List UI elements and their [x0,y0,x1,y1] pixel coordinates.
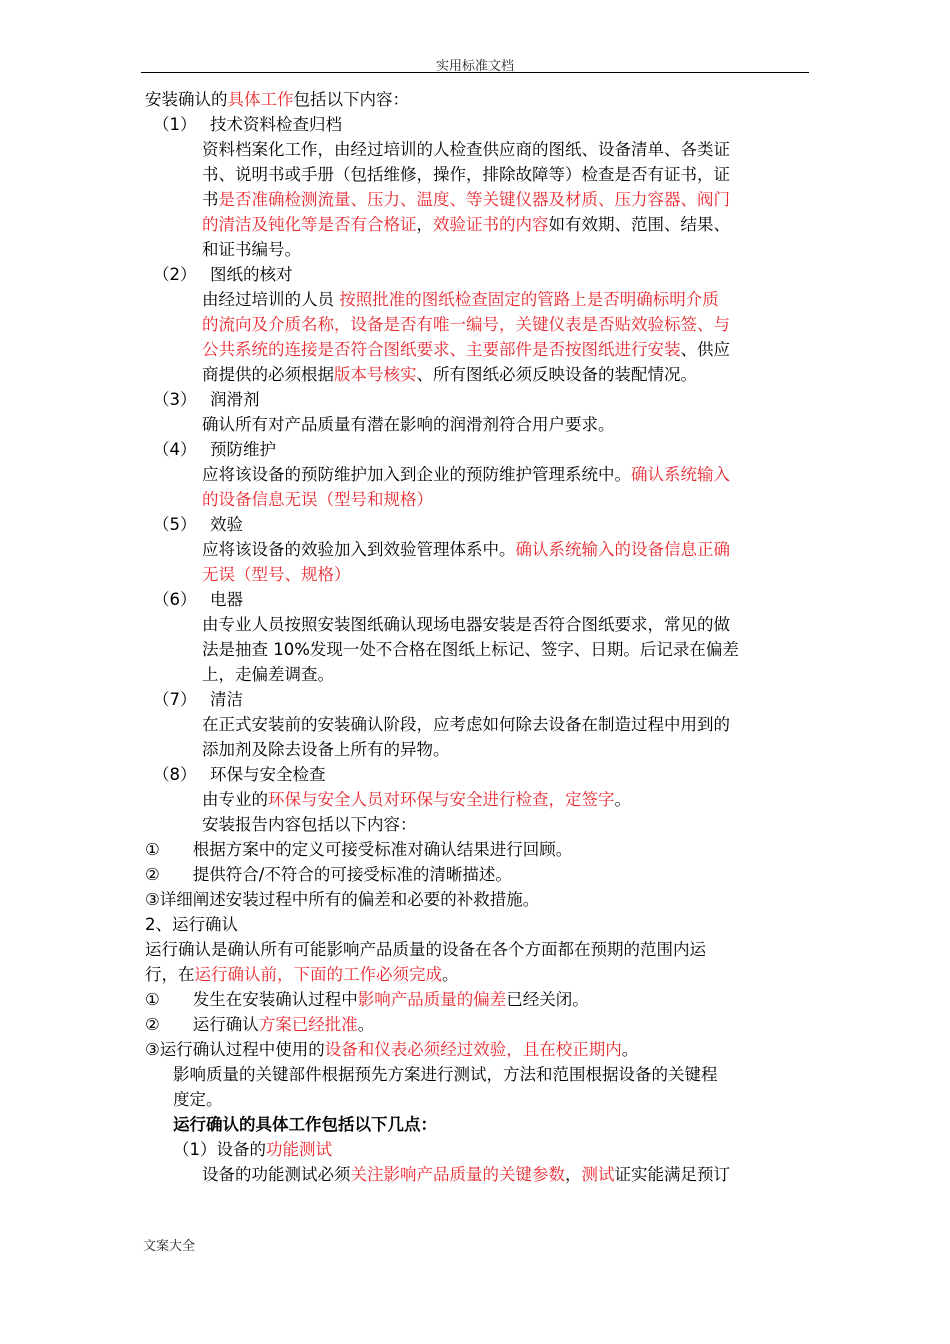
text-line [145,1040,638,1060]
text-run: （6） 电器 [153,590,243,609]
text-line [202,340,730,360]
text-run: 。 [442,965,459,984]
text-run: 运行确认是确认所有可能影响产品质量的设备在各个方面都在预期的范围内运 [145,940,706,959]
text-run: 、所有图纸必须反映设备的装配情况。 [416,365,697,384]
highlighted-text: 设备和仪表必须经过效验，且在校正期内 [324,1040,622,1059]
text-run: 影响质量的关键部件根据预先方案进行测试，方法和范围根据设备的关键程 [173,1065,718,1084]
text-line [153,440,276,460]
text-run: 如有效期、范围、结果、 [548,215,730,234]
text-line [202,490,433,510]
text-run: 设备的功能测试必须 [202,1165,351,1184]
text-line [202,1165,730,1185]
text-line [153,590,243,610]
highlighted-text: 版本号核实 [334,365,417,384]
text-run: 上，走偏差调查。 [202,665,334,684]
text-line [202,165,730,185]
text-line [202,315,730,335]
highlighted-text: 效验证书的内容 [433,215,549,234]
page-header: 实用标准文档 [435,59,514,74]
text-run: ， [416,215,433,234]
text-line [202,815,417,835]
text-line [202,190,730,210]
text-run: ① 发生在安装确认过程中 [145,990,358,1009]
highlighted-text: 方案已经批准 [258,1015,358,1034]
text-line [173,1115,437,1135]
highlighted-text: 具体工作 [227,90,294,109]
text-line [145,90,409,110]
highlighted-text: 功能测试 [266,1140,332,1159]
text-line [202,365,697,385]
highlighted-text: 关注影响产品质量的关键参数 [350,1165,565,1184]
text-line [202,140,730,160]
text-run: 已经关闭。 [506,990,589,1009]
text-run: ③详细阐述安装过程中所有的偏差和必要的补救措施。 [145,890,540,909]
text-run: 应将该设备的预防维护加入到企业的预防维护管理系统中。 [202,465,631,484]
text-run: ③运行确认过程中使用的 [145,1040,325,1059]
text-run: 由专业人员按照安装图纸确认现场电器安装是否符合图纸要求，常见的做 [202,615,730,634]
text-run: 法是抽查 10%发现一处不合格在图纸上标记、签字、日期。后记录在偏差 [202,640,739,659]
text-run: 。 [357,1015,375,1034]
text-line [145,1015,374,1035]
text-run: 书 [202,190,219,209]
text-run: ① 根据方案中的定义可接受标准对确认结果进行回顾。 [145,840,573,859]
text-run: 。 [614,790,631,809]
text-line [173,1090,223,1110]
text-line [145,890,539,910]
text-run: ② 运行确认 [145,1015,259,1034]
text-line [145,990,589,1010]
text-run: （3） 润滑剂 [153,390,260,409]
text-run: （2） 图纸的核对 [153,265,293,284]
text-run: 和证书编号。 [202,240,301,259]
text-run: （4） 预防维护 [153,440,276,459]
text-line [153,115,342,135]
text-run: （8） 环保与安全检查 [153,765,326,784]
text-run: 书、说明书或手册（包括维修，操作，排除故障等）检查是否有证书，证 [202,165,730,184]
text-run: ② 提供符合/不符合的可接受标准的清晰描述。 [145,865,512,884]
text-line [202,790,631,810]
text-run: 商提供的必须根据 [202,365,334,384]
text-run: ， [565,1165,582,1184]
highlighted-text: 的清洁及钝化等是否有合格证 [202,215,417,234]
text-run: 包括以下内容： [293,90,409,109]
text-line [173,1065,718,1085]
text-line [145,940,706,960]
highlighted-text: 测试 [581,1165,615,1184]
text-line [153,265,293,285]
text-run: （5） 效验 [153,515,243,534]
highlighted-text: 确认系统输入的设备信息正确 [515,540,730,559]
text-line [202,565,351,585]
highlighted-text: 的流向及介质名称，设备是否有唯一编号，关键仪表是否贴效验标签、与 [202,315,730,334]
text-run: 资料档案化工作，由经过培训的人检查供应商的图纸、设备清单、各类证 [202,140,730,159]
text-line [145,965,459,985]
text-run: 运行确认的具体工作包括以下几点： [173,1115,437,1134]
highlighted-text: 公共系统的连接是否符合图纸要求、主要部件是否按图纸进行安装 [202,340,681,359]
text-line [145,865,512,885]
text-line [145,840,572,860]
text-line [145,915,238,935]
highlighted-text: 按照批准的图纸检查固定的管路上是否明确标明介质 [339,290,719,309]
text-line [202,290,719,310]
highlighted-text: 是否准确检测流量、压力、温度、等关键仪器及材质、压力容器、阀门 [218,190,730,209]
text-run: （7） 清洁 [153,690,243,709]
text-line [202,465,730,485]
text-run: 度定。 [173,1090,223,1109]
text-run: 由经过培训的人员 [202,290,340,309]
text-run: 证实能满足预订 [614,1165,730,1184]
text-line [202,415,615,435]
text-run: 安装确认的 [145,90,228,109]
highlighted-text: 影响产品质量的偏差 [357,990,507,1009]
text-line [202,715,730,735]
page-footer: 文案大全 [143,1239,196,1254]
text-run: 确认所有对产品质量有潜在影响的润滑剂符合用户要求。 [202,415,615,434]
text-run: 应将该设备的效验加入到效验管理体系中。 [202,540,516,559]
text-line [202,240,301,260]
text-run: 行，在 [145,965,195,984]
highlighted-text: 运行确认前，下面的工作必须完成 [194,965,442,984]
text-run: （1） 技术资料检查归档 [153,115,342,134]
highlighted-text: 无误（型号、规格） [202,565,351,584]
text-line [202,640,739,660]
text-line [153,765,326,785]
highlighted-text: 环保与安全人员对环保与安全进行检查，定签字 [268,790,615,809]
highlighted-text: 确认系统输入 [631,465,730,484]
text-line [202,215,730,235]
text-line [202,665,334,685]
text-run: 由专业的 [202,790,268,809]
text-run: 在正式安装前的安装确认阶段，应考虑如何除去设备在制造过程中用到的 [202,715,730,734]
text-line [202,740,450,760]
text-run: 安装报告内容包括以下内容： [202,815,417,834]
text-line [173,1140,332,1160]
text-line [153,690,243,710]
text-line [153,390,260,410]
text-line [202,540,730,560]
text-line [202,615,730,635]
text-run: 添加剂及除去设备上所有的异物。 [202,740,450,759]
text-run: 2、运行确认 [145,915,238,934]
text-run: （1）设备的 [173,1140,266,1159]
text-run: 、供应 [680,340,730,359]
text-run: 。 [621,1040,639,1059]
text-line [153,515,243,535]
highlighted-text: 的设备信息无误（型号和规格） [202,490,433,509]
header-rule [141,72,809,73]
